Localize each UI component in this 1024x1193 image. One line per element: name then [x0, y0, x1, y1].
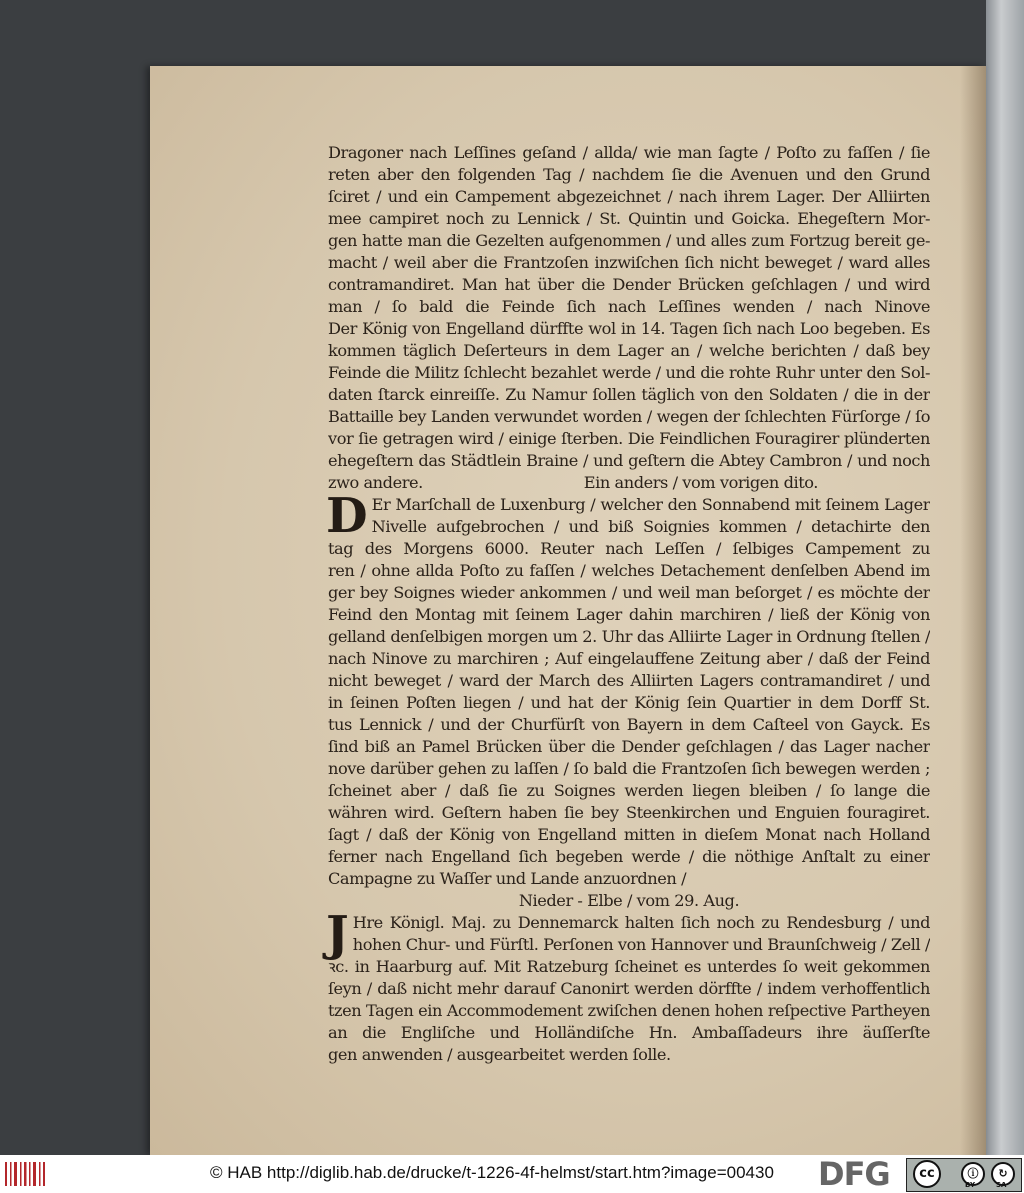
share-alike-icon: ↻: [991, 1162, 1015, 1186]
text-line: ſagt / daß der König von Engelland mitten in dieſem Monat nach Holland: [328, 825, 930, 844]
text-line: gen anwenden / ausgearbeitet werden ſolle.: [328, 1045, 671, 1064]
paragraph-section3: [326, 906, 930, 1066]
text-line: reten aber den folgenden Tag / nachdem ſie die Avenuen und den Grund: [328, 165, 930, 184]
text-line: ſciret / und ein Campement abgezeichnet / nach ihrem Lager. Der Alliirten: [328, 187, 930, 206]
paragraph-part1: [328, 142, 930, 472]
text-line: nove darüber gehen zu laſſen / ſo bald die Frantzoſen ſich bewegen werden ;: [328, 759, 930, 778]
text-line: Campagne zu Waſſer und Lande anzuordnen /: [328, 869, 687, 888]
text-line: tzen Tagen ein Accommodement zwiſchen denen hohen reſpective Partheyen: [328, 1001, 930, 1020]
text-line: währen wird. Geſtern haben ſie bey Steenkirchen und Enguien fouragiret.: [328, 803, 930, 822]
text-line: vor ſie getragen wird / einige ſterben. Die Feindlichen Fouragirer plünderten: [328, 429, 930, 448]
text-line: man / ſo bald die Feinde ſich nach Leſſines wenden / nach Ninove: [328, 297, 930, 316]
text-line: hohen Chur- und Fürſtl. Perſonen von Hannover und Braunſchweig / Zell /: [352, 935, 930, 954]
text-line: an die Engliſche und Holländiſche Hn. Ambaſſadeurs ihre äuſſerſte: [328, 1023, 930, 1042]
barcode-icon: [4, 1159, 50, 1189]
text-line: tag des Morgens 6000. Reuter nach Leſſen / ſelbiges Campement zu: [328, 539, 930, 558]
text-line: tus Lennick / und der Churfürſt von Bayern in dem Caſteel von Gayck. Es: [328, 715, 930, 734]
text-line: gelland denſelbigen morgen um 2. Uhr das Alliirte Lager in Ordnung ſtellen /: [328, 627, 930, 646]
text-line: Er Marſchall de Luxenburg / welcher den Sonnabend mit ſeinem Lager: [371, 495, 930, 514]
text-line: Feinde die Militz ſchlecht bezahlet werde / und die rohte Ruhr unter den Sol-: [328, 363, 930, 382]
text-line: Battaille bey Landen verwundet worden / wegen der ſchlechten Fürſorge / ſo: [328, 407, 930, 426]
section-heading-anders: Ein anders / vom vorigen dito.: [583, 473, 818, 492]
dfg-logo: DFG: [818, 1155, 890, 1193]
text-line: macht / weil aber die Frantzoſen inzwiſchen ſich nicht beweget / ward alles: [328, 253, 930, 272]
text-line: daten ſtarck einreiſſe. Zu Namur ſollen täglich von den Soldaten / die in der: [328, 385, 930, 404]
heading-niederelbe: Nieder - Elbe / vom 29. Aug.: [518, 891, 740, 910]
split-line: [328, 472, 930, 494]
dropcap-j: J: [326, 906, 349, 962]
text-line: Hre Königl. Maj. zu Dennemarck halten ſich noch zu Rendesburg / und: [352, 913, 930, 932]
text-line: ehegeſtern das Städtlein Braine / und geſtern die Abtey Cambron / und noch: [328, 451, 930, 470]
paragraph-section2: [326, 488, 930, 890]
section3-lines: [326, 906, 930, 1066]
text-line: ren / ohne allda Poſto zu faſſen / welches Detachement denſelben Abend im: [328, 561, 930, 580]
dropcap-d: D: [326, 488, 368, 544]
text-line: nicht beweget / ward der March des Alliirten Lagers contramandiret / und: [328, 671, 930, 690]
section2-lines: [326, 488, 930, 890]
sa-label: SA: [996, 1181, 1007, 1189]
text-line: ſcheinet aber / daß ſie zu Soignes werden liegen bleiben / ſo lange die: [328, 781, 930, 800]
text-line: ꝛc. in Haarburg auf. Mit Ratzeburg ſcheinet es unterdes ſo weit gekommen: [328, 957, 930, 976]
page-text: [328, 142, 930, 1066]
text-line: gen hatte man die Gezelten aufgenommen / und alles zum Fortzug bereit ge-: [328, 231, 930, 250]
attribution-icon: ⓘ: [961, 1162, 985, 1186]
scrollbar-strip[interactable]: [986, 0, 1024, 1155]
cc-license-badge[interactable]: [906, 1158, 1022, 1192]
text-line: ferner nach Engelland ſich begeben werde / die nöthige Anſtalt zu einer: [328, 847, 930, 866]
cc-icon: cc: [913, 1160, 941, 1188]
text-line: kommen täglich Deſerteurs in dem Lager an / welche berichten / daß bey: [328, 341, 930, 360]
text-line: mee campiret noch zu Lennick / St. Quintin und Goicka. Ehegeſtern Mor-: [328, 209, 930, 228]
text-line: in ſeinen Poſten liegen / und hat der König ſein Quartier in dem Dorff St.: [328, 693, 930, 712]
footer-bar: [0, 1155, 1024, 1193]
by-label: BY: [965, 1181, 976, 1189]
page-edge-shadow: [960, 66, 986, 1155]
text-line: contramandiret. Man hat über die Dender Brücken geſchlagen / und wird: [328, 275, 930, 294]
split-left-text: zwo andere.: [328, 473, 423, 492]
text-line: Der König von Engelland dürffte wol in 14. Tagen ſich nach Loo begeben. Es: [328, 319, 930, 338]
text-line: Nivelle aufgebrochen / und biß Soignies kommen / detachirte den: [371, 517, 930, 536]
copyright-link[interactable]: © HAB http://diglib.hab.de/drucke/t-1226-4f-helmst/start.htm?image=00430: [210, 1163, 774, 1182]
text-line: Dragoner nach Leſſines geſand / allda/ wie man ſagte / Poſto zu faſſen / ſie: [328, 143, 930, 162]
text-line: Feind den Montag mit ſeinem Lager dahin marchiren / ließ der König von: [328, 605, 930, 624]
text-line: nach Ninove zu marchiren ; Auf eingelauffene Zeitung aber / daß der Feind: [328, 649, 930, 668]
text-line: ſeyn / daß nicht mehr darauf Canonirt werden dörffte / indem verhoffentlich: [328, 979, 930, 998]
text-line: ger bey Soignes wieder ankommen / und weil man beſorget / es möchte der: [328, 583, 930, 602]
text-line: ſind biß an Pamel Brücken über die Dender geſchlagen / das Lager nacher: [328, 737, 930, 756]
